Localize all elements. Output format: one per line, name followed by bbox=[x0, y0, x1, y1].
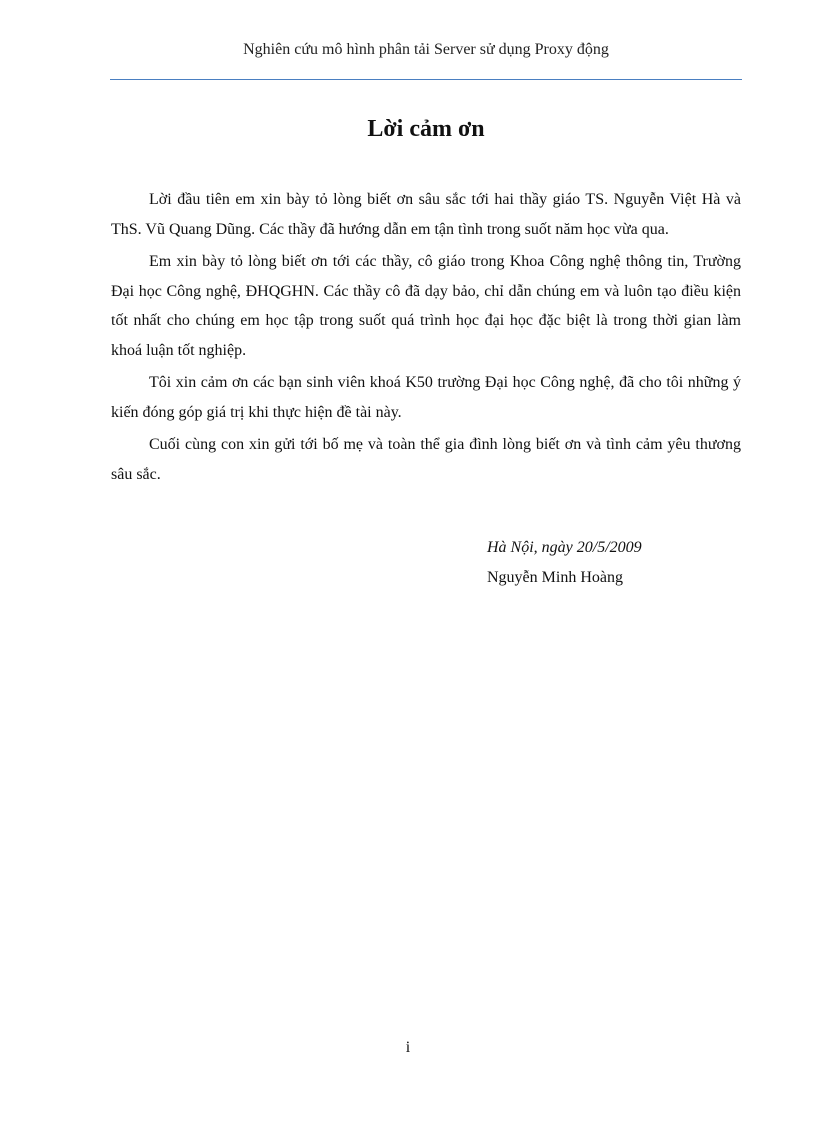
running-header: Nghiên cứu mô hình phân tải Server sử dụng Proxy động bbox=[243, 41, 609, 58]
paragraph-4: Cuối cùng con xin gửi tới bố mẹ và toàn thể gia đình lòng biết ơn và tình cảm yêu thương sâu sắc. bbox=[111, 436, 741, 483]
body-text bbox=[111, 185, 741, 492]
signature-name: Nguyễn Minh Hoàng bbox=[487, 569, 623, 586]
page-title: Lời cảm ơn bbox=[367, 116, 485, 142]
header-divider bbox=[110, 79, 742, 80]
signature-block bbox=[487, 533, 642, 593]
paragraph-1: Lời đầu tiên em xin bày tỏ lòng biết ơn sâu sắc tới hai thầy giáo TS. Nguyễn Việt Hà và ThS. Vũ Quang Dũng. Các thầy đã hướng dẫn em tận tình trong suốt năm học vừa qua. bbox=[111, 191, 741, 238]
paragraph-2: Em xin bày tỏ lòng biết ơn tới các thầy, cô giáo trong Khoa Công nghệ thông tin, Trường Đại học Công nghệ, ĐHQGHN. Các thầy cô đã dạy bảo, chỉ dẫn chúng em và luôn tạo điều kiện tốt nhất cho chúng em học tập trong suốt quá trình học đại học đặc biệt là trong thời gian làm khoá luận tốt nghiệp. bbox=[111, 253, 741, 359]
paragraph-3: Tôi xin cảm ơn các bạn sinh viên khoá K50 trường Đại học Công nghệ, đã cho tôi những ý kiến đóng góp giá trị khi thực hiện đề tài này. bbox=[111, 374, 741, 421]
page-number: i bbox=[405, 1039, 411, 1056]
signature-place-date: Hà Nội, ngày 20/5/2009 bbox=[487, 539, 642, 556]
